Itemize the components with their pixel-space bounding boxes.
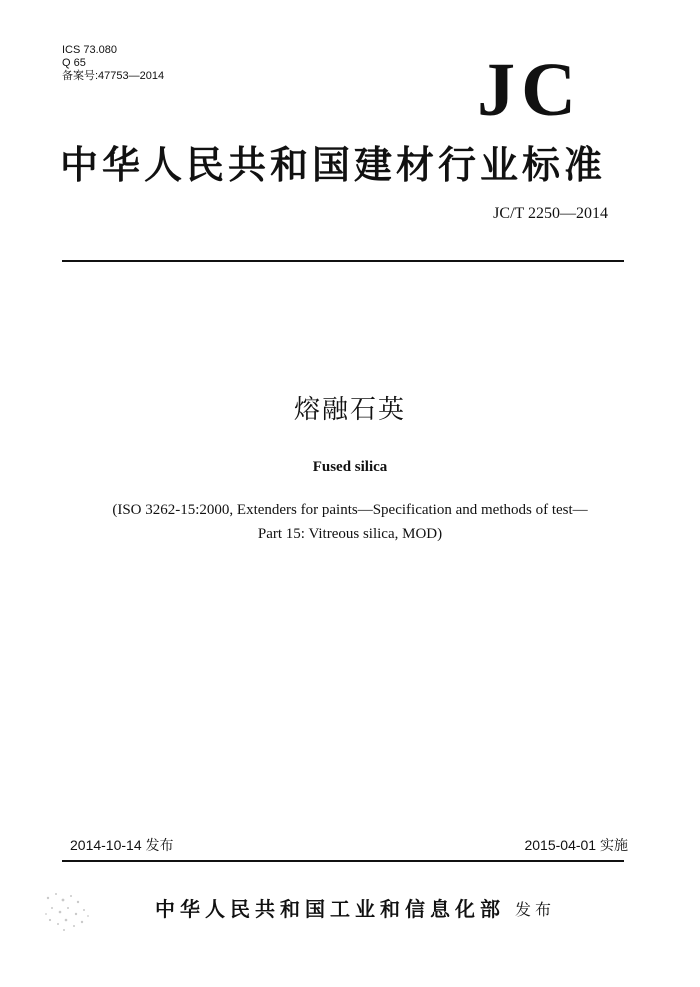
filing-number: 备案号:47753—2014 [62,70,165,82]
title-english: Fused silica [312,459,388,475]
clc-code: Q 65 [62,57,86,69]
standard-code: JC/T 2250—2014 [493,205,608,222]
bottom-divider [62,860,624,862]
jc-logo: JC [477,48,582,132]
ics-code: ICS 73.080 [62,44,118,56]
implementation-date: 2015-04-01 实施 [524,837,628,853]
iso-reference-line-1: (ISO 3262-15:2000, Extenders for paints—Specification and methods of test— [112,502,588,518]
top-divider [62,260,624,262]
publisher-action: 发布 [515,900,556,919]
standard-category-heading: 中华人民共和国建材行业标准 [60,142,607,187]
faded-seal-icon [38,886,96,936]
issue-date: 2014-10-14 发布 [70,837,174,853]
publisher-name: 中华人民共和国工业和信息化部 [155,897,505,921]
iso-reference-line-2: Part 15: Vitreous silica, MOD) [257,526,443,542]
title-chinese: 熔融石英 [293,395,406,425]
